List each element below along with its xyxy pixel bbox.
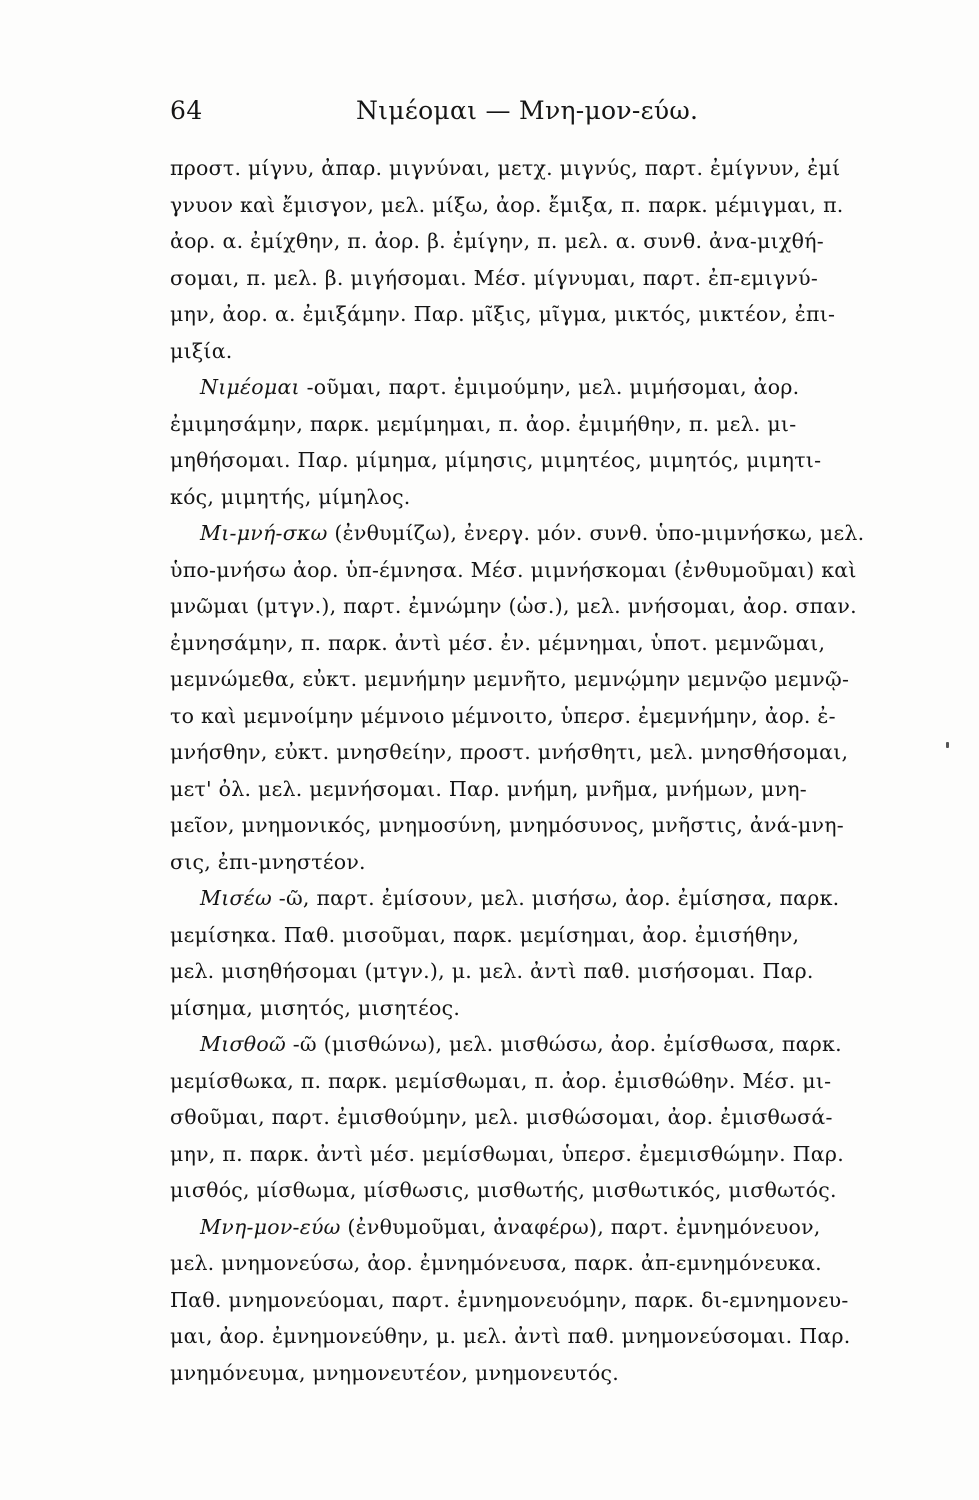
page-number: 64 (170, 96, 203, 125)
entry-first-line (170, 1209, 870, 1246)
entry-headword: Μισθοῶ (200, 1032, 286, 1056)
entry-headword: Μισέω (200, 886, 272, 910)
line-text: μνημόνευμα, μνημονευτέον, μνημονευτός. (170, 1360, 620, 1385)
text-line (170, 698, 870, 735)
text-line (170, 333, 870, 370)
line-text: ἐμνησάμην, π. παρκ. ἀντὶ μέσ. ἐν. μέμνημαι, ὑποτ. μεμνῶμαι, (170, 630, 826, 655)
line-text: μνήσθην, εὐκτ. μνησθείην, προστ. μνήσθητι, μελ. μνησθήσομαι, (170, 740, 849, 764)
line-text: μην, π. παρκ. ἀντὶ μέσ. μεμίσθωμαι, ὑπερσ. ἐμεμισθώμην. Παρ. (170, 1141, 844, 1166)
line-text: σις, ἐπι-μνηστέον. (170, 849, 366, 874)
line-text: το καὶ μεμνοίμην μέμνοιο μέμνοιτο, ὑπερσ. ἐμεμνήμην, ἀορ. ἐ- (170, 703, 836, 728)
text-line (170, 296, 870, 333)
text-line (170, 260, 870, 297)
text-line (170, 1245, 870, 1282)
entry-headword: Μι-μνή-σκω (200, 521, 328, 545)
line-text: μιξία. (170, 338, 233, 363)
ink-speck (946, 742, 949, 748)
line-text: μετ' ὀλ. μελ. μεμνήσομαι. Παρ. μνήμη, μνῆμα, μνήμων, μνη- (170, 776, 807, 801)
text-line (170, 223, 870, 260)
text-line (170, 734, 870, 771)
text-line (170, 625, 870, 662)
running-title: Νιμέομαι — Μνη-μον-εύω. (356, 96, 699, 125)
entry-first-line (170, 880, 870, 917)
line-text: μίσημα, μισητός, μισητέος. (170, 995, 461, 1020)
text-line (170, 442, 870, 479)
line-text: σομαι, π. μελ. β. μιγήσομαι. Μέσ. μίγνυμαι, παρτ. ἐπ-εμιγνύ- (170, 265, 819, 290)
dictionary-text-block (170, 150, 870, 1391)
line-text: ἀορ. α. ἐμίχθην, π. ἀορ. β. ἐμίγην, π. μελ. α. συνθ. ἀνα-μιχθή- (170, 229, 824, 253)
text-line (170, 771, 870, 808)
text-line (170, 1355, 870, 1392)
text-line (170, 187, 870, 224)
line-text: (ἐνθυμίζω), ἐνεργ. μόν. συνθ. ὑπο-μιμνήσκω, μελ. (327, 521, 865, 545)
line-text: μελ. μισηθήσομαι (μτγν.), μ. μελ. ἀντὶ παθ. μισήσομαι. Παρ. (170, 959, 814, 983)
line-text: -ῶ (μισθώνω), μελ. μισθώσω, ἀορ. ἐμίσθωσα, παρκ. (285, 1032, 842, 1056)
text-line (170, 953, 870, 990)
line-text: -ῶ, παρτ. ἐμίσουν, μελ. μισήσω, ἀορ. ἐμίσησα, παρκ. (272, 886, 840, 910)
entry-first-line (170, 515, 870, 552)
text-line (170, 1318, 870, 1355)
line-text: -οῦμαι, παρτ. ἐμιμούμην, μελ. μιμήσομαι, ἀορ. (299, 375, 800, 399)
line-text: προστ. μίγνυ, ἀπαρ. μιγνύναι, μετχ. μιγνύς, παρτ. ἐμίγνυν, ἐμί (170, 156, 841, 180)
line-text: (ἐνθυμοῦμαι, ἀναφέρω), παρτ. ἐμνημόνευον, (340, 1214, 821, 1239)
entry-headword: Μνη-μον-εύω (200, 1214, 341, 1239)
line-text: ὑπο-μνήσω ἀορ. ὑπ-έμνησα. Μέσ. μιμνήσκομαι (ἐνθυμοῦμαι) καὶ (170, 557, 857, 582)
text-line (170, 1172, 870, 1209)
entry-first-line (170, 1026, 870, 1063)
line-text: Παθ. μνημονεύομαι, παρτ. ἐμνημονευόμην, παρκ. δι-εμνημονευ- (170, 1287, 849, 1312)
entry-headword: Νιμέομαι (200, 375, 300, 399)
text-line (170, 807, 870, 844)
line-text: μεμίσηκα. Παθ. μισοῦμαι, παρκ. μεμίσημαι, ἀορ. ἐμισήθην, (170, 922, 800, 947)
line-text: μηθήσομαι. Παρ. μίμημα, μίμησις, μιμητέος, μιμητός, μιμητι- (170, 448, 822, 472)
line-text: γνυον καὶ ἔμισγον, μελ. μίξω, ἀορ. ἔμιξα, π. παρκ. μέμιγμαι, π. (170, 192, 844, 217)
line-text: σθοῦμαι, παρτ. ἐμισθούμην, μελ. μισθώσομαι, ἀορ. ἐμισθωσά- (170, 1105, 833, 1129)
text-line (170, 479, 870, 516)
entry-first-line (170, 369, 870, 406)
text-line (170, 1063, 870, 1100)
text-line (170, 661, 870, 698)
line-text: μεμίσθωκα, π. παρκ. μεμίσθωμαι, π. ἀορ. ἐμισθώθην. Μέσ. μι- (170, 1068, 832, 1093)
text-line (170, 406, 870, 443)
text-line (170, 917, 870, 954)
line-text: μνῶμαι (μτγν.), παρτ. ἐμνώμην (ὡσ.), μελ. μνήσομαι, ἀορ. σπαν. (170, 594, 857, 618)
line-text: μεμνώμεθα, εὐκτ. μεμνήμην μεμνῆτο, μεμνῴμην μεμνῷο μεμνῷ- (170, 667, 850, 691)
text-line (170, 1099, 870, 1136)
line-text: μαι, ἀορ. ἐμνημονεύθην, μ. μελ. ἀντὶ παθ. μνημονεύσομαι. Παρ. (170, 1324, 851, 1348)
running-head (170, 96, 870, 136)
text-line (170, 1136, 870, 1173)
line-text: μην, ἀορ. α. ἐμιξάμην. Παρ. μῖξις, μῖγμα, μικτός, μικτέον, ἐπι- (170, 302, 836, 326)
text-line (170, 1282, 870, 1319)
text-line (170, 990, 870, 1027)
text-line (170, 588, 870, 625)
text-line (170, 150, 870, 187)
line-text: ἐμιμησάμην, παρκ. μεμίμημαι, π. ἀορ. ἐμιμήθην, π. μελ. μι- (170, 411, 797, 436)
line-text: μελ. μνημονεύσω, ἀορ. ἐμνημόνευσα, παρκ. ἀπ-εμνημόνευκα. (170, 1251, 822, 1275)
line-text: μεῖον, μνημονικός, μνημοσύνη, μνημόσυνος, μνῆστις, ἀνά-μνη- (170, 813, 844, 837)
text-line (170, 552, 870, 589)
text-line (170, 844, 870, 881)
line-text: μισθός, μίσθωμα, μίσθωσις, μισθωτής, μισθωτικός, μισθωτός. (170, 1178, 837, 1202)
line-text: κός, μιμητής, μίμηλος. (170, 484, 411, 509)
